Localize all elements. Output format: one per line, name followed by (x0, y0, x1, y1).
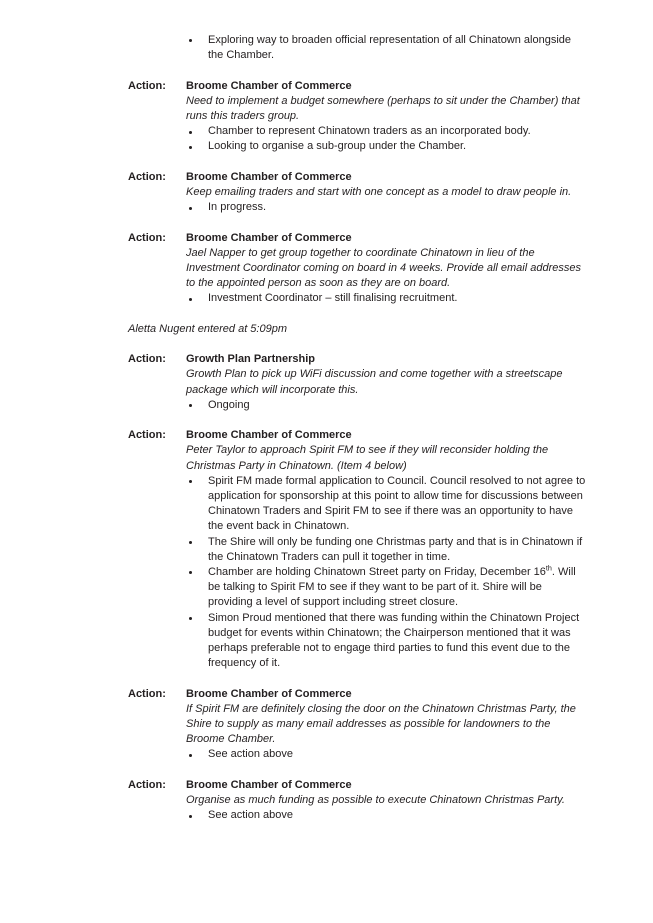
bullet-list (186, 398, 586, 413)
action-description: Growth Plan to pick up WiFi discussion and come together with a streetscape package which will incorporate this. (186, 368, 563, 396)
action-description: Peter Taylor to approach Spirit FM to see if they will reconsider holding the Christmas Party in Chinatown. (Item 4 below) (186, 444, 549, 472)
action-heading: Broome Chamber of Commerce (186, 170, 352, 183)
action-block (128, 428, 586, 671)
list-item: In progress. (186, 200, 586, 215)
list-item: Ongoing (186, 398, 586, 413)
list-item: Looking to organise a sub-group under the Chamber. (186, 139, 586, 154)
list-item: See action above (186, 747, 586, 762)
action-block (128, 79, 586, 155)
action-heading: Broome Chamber of Commerce (186, 429, 352, 442)
action-block (128, 231, 586, 307)
spacer (128, 63, 586, 78)
action-label: Action: (128, 429, 166, 442)
list-item: Chamber to represent Chinatown traders as an incorporated body. (186, 124, 586, 139)
bullet-list (186, 291, 586, 306)
action-label: Action: (128, 79, 166, 92)
action-heading: Broome Chamber of Commerce (186, 778, 352, 791)
lead-bullet-block (128, 33, 586, 63)
action-heading: Broome Chamber of Commerce (186, 231, 352, 244)
action-content (186, 428, 586, 671)
action-block (128, 170, 586, 216)
action-label: Action: (128, 231, 166, 244)
spacer (128, 155, 586, 170)
list-item: Spirit FM made formal application to Council. Council resolved to not agree to application for sponsorship at this point to allow time for discussions between Chinatown Traders and Spirit FM to see if there was an opportunity to have the event back in Chinatown. (186, 474, 586, 535)
action-heading: Broome Chamber of Commerce (186, 79, 352, 92)
bullet-list (186, 808, 586, 823)
action-label: Action: (128, 353, 166, 366)
action-heading: Growth Plan Partnership (186, 353, 315, 366)
spacer (128, 307, 586, 322)
spacer (128, 671, 586, 686)
action-block (128, 352, 586, 413)
list-item: The Shire will only be funding one Christmas party and that is in Chinatown if the Chinatown Traders can pull it together in time. (186, 535, 586, 565)
action-description: Jael Napper to get group together to coordinate Chinatown in lieu of the Investment Coordinator coming on board in 4 weeks. Provide all email addresses to the appointed person as soon as they are on board. (186, 246, 581, 290)
action-description: Organise as much funding as possible to execute Chinatown Christmas Party. (186, 794, 565, 807)
action-label: Action: (128, 687, 166, 700)
action-content (186, 170, 586, 216)
bullet-list (186, 124, 586, 154)
action-description: If Spirit FM are definitely closing the door on the Chinatown Christmas Party, the Shire to supply as many email addresses as possible for landowners to the Broome Chamber. (186, 702, 576, 746)
attendance-note: Aletta Nugent entered at 5:09pm (128, 322, 287, 335)
ordinal-superscript: th (545, 563, 552, 573)
bullet-list (186, 747, 586, 762)
action-label: Action: (128, 778, 166, 791)
document-body (128, 33, 586, 823)
list-item: Simon Proud mentioned that there was funding within the Chinatown Project budget for events within Chinatown; the Chairperson mentioned that it was perhaps preferable not to engage third parties to fund this event due to the frequency of it. (186, 611, 586, 672)
action-content (186, 352, 586, 413)
bullet-list (186, 33, 586, 63)
list-item: See action above (186, 808, 586, 823)
action-description: Need to implement a budget somewhere (perhaps to sit under the Chamber) that runs this traders group. (186, 94, 580, 122)
bullet-list (186, 200, 586, 215)
action-content (186, 778, 586, 824)
street-party-text-after: . Will be talking to Spirit FM to see if they want to be part of it. Shire will be providing a level of support including street closure. (208, 566, 576, 609)
lead-bullet-content (186, 33, 586, 63)
action-block (128, 687, 586, 763)
street-party-text-before: Chamber are holding Chinatown Street party on Friday, December 16 (208, 566, 546, 579)
bullet-list (186, 474, 586, 672)
spacer (128, 763, 586, 778)
spacer (128, 215, 586, 230)
list-item-street-party (186, 565, 586, 611)
action-heading: Broome Chamber of Commerce (186, 687, 352, 700)
action-block (128, 778, 586, 824)
action-content (186, 687, 586, 763)
action-label: Action: (128, 170, 166, 183)
list-item: Exploring way to broaden official representation of all Chinatown alongside the Chamber. (186, 33, 586, 63)
list-item: Investment Coordinator – still finalising recruitment. (186, 291, 586, 306)
spacer (128, 337, 586, 352)
action-content (186, 79, 586, 155)
action-content (186, 231, 586, 307)
spacer (128, 413, 586, 428)
action-description: Keep emailing traders and start with one concept as a model to draw people in. (186, 186, 572, 198)
